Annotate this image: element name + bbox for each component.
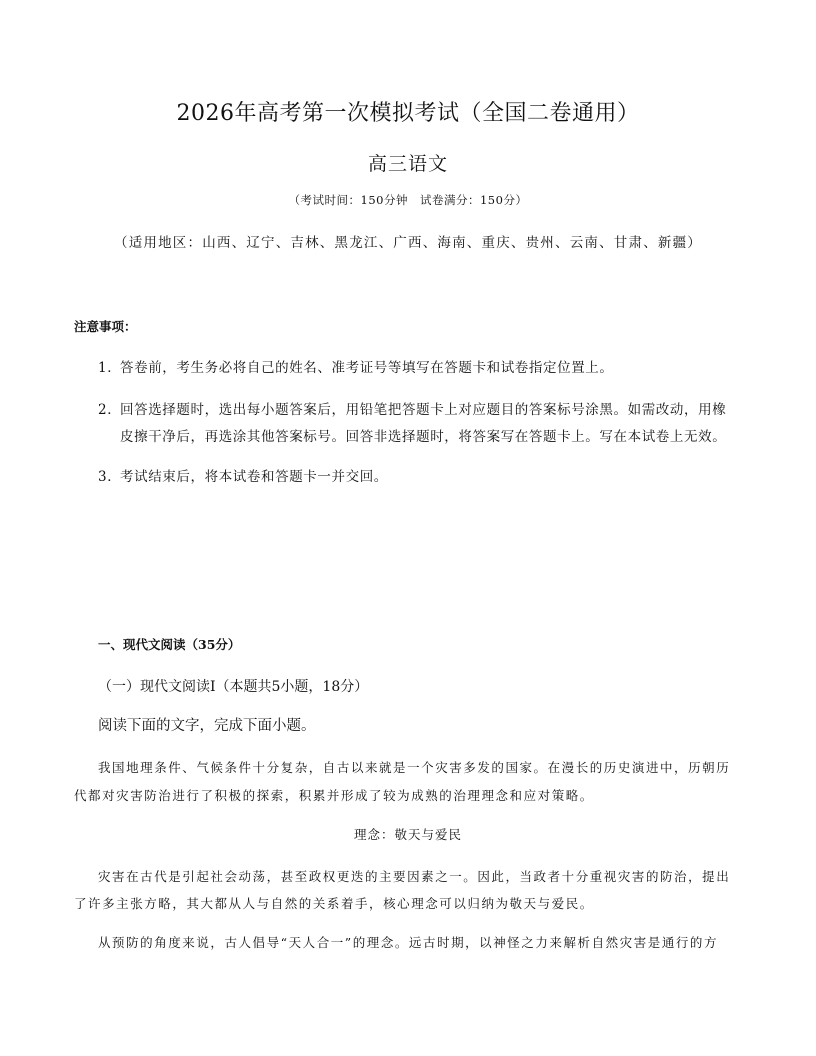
note-text: 考试结束后，将本试卷和答题卡一并交回。 (120, 469, 388, 485)
passage-paragraph-2: 灾害在古代是引起社会动荡，甚至政权更迭的主要因素之一。因此，当政者十分重视灾害的防治，提出 (98, 869, 731, 884)
note-item-3 (98, 465, 388, 485)
applicable-regions: （适用地区：山西、辽宁、吉林、黑龙江、广西、海南、重庆、贵州、云南、甘肃、新疆） (114, 235, 702, 251)
passage-paragraph-2-continued: 了许多主张方略，其大都从人与自然的关系着手，核心理念可以归纳为敬天与爱民。 (74, 896, 594, 911)
note-number: 3． (98, 469, 122, 485)
section-heading: 一、现代文阅读（35分） (98, 637, 241, 652)
passage-paragraph-3: 从预防的角度来说，古人倡导“天人合一”的理念。远古时期，以神怪之力来解析自然灾害是通行的方 (98, 935, 719, 950)
note-item-2 (98, 398, 726, 418)
note-number: 2． (98, 402, 122, 418)
note-text: 回答选择题时，选出每小题答案后，用铅笔把答题卡上对应题目的答案标号涂黑。如需改动，用橡 (120, 402, 727, 418)
exam-title: 2026年高考第一次模拟考试（全国二卷通用） (176, 101, 640, 126)
note-item-1 (98, 356, 614, 376)
reading-instruction: 阅读下面的文字，完成下面小题。 (98, 718, 316, 734)
note-text-continued: 皮擦干净后，再选涂其他答案标号。回答非选择题时，将答案写在答题卡上。写在本试卷上无效。 (120, 429, 727, 445)
note-text: 答卷前，考生务必将自己的姓名、准考证号等填写在答题卡和试卷指定位置上。 (120, 360, 614, 376)
note-number: 1． (98, 360, 122, 376)
subject-title: 高三语文 (367, 153, 448, 175)
subsection-heading: （一）现代文阅读Ⅰ（本题共5小题，18分） (98, 679, 369, 695)
passage-subheading: 理念：敬天与爱民 (353, 827, 462, 842)
exam-info: （考试时间：150分钟 试卷满分：150分） (288, 193, 528, 207)
passage-paragraph-1-continued: 代都对灾害防治进行了积极的探索，积累并形成了较为成熟的治理理念和应对策略。 (74, 788, 594, 803)
passage-paragraph-1: 我国地理条件、气候条件十分复杂，自古以来就是一个灾害多发的国家。在漫长的历史演进中，历朝历 (98, 760, 731, 775)
notes-heading: 注意事项： (74, 319, 137, 334)
